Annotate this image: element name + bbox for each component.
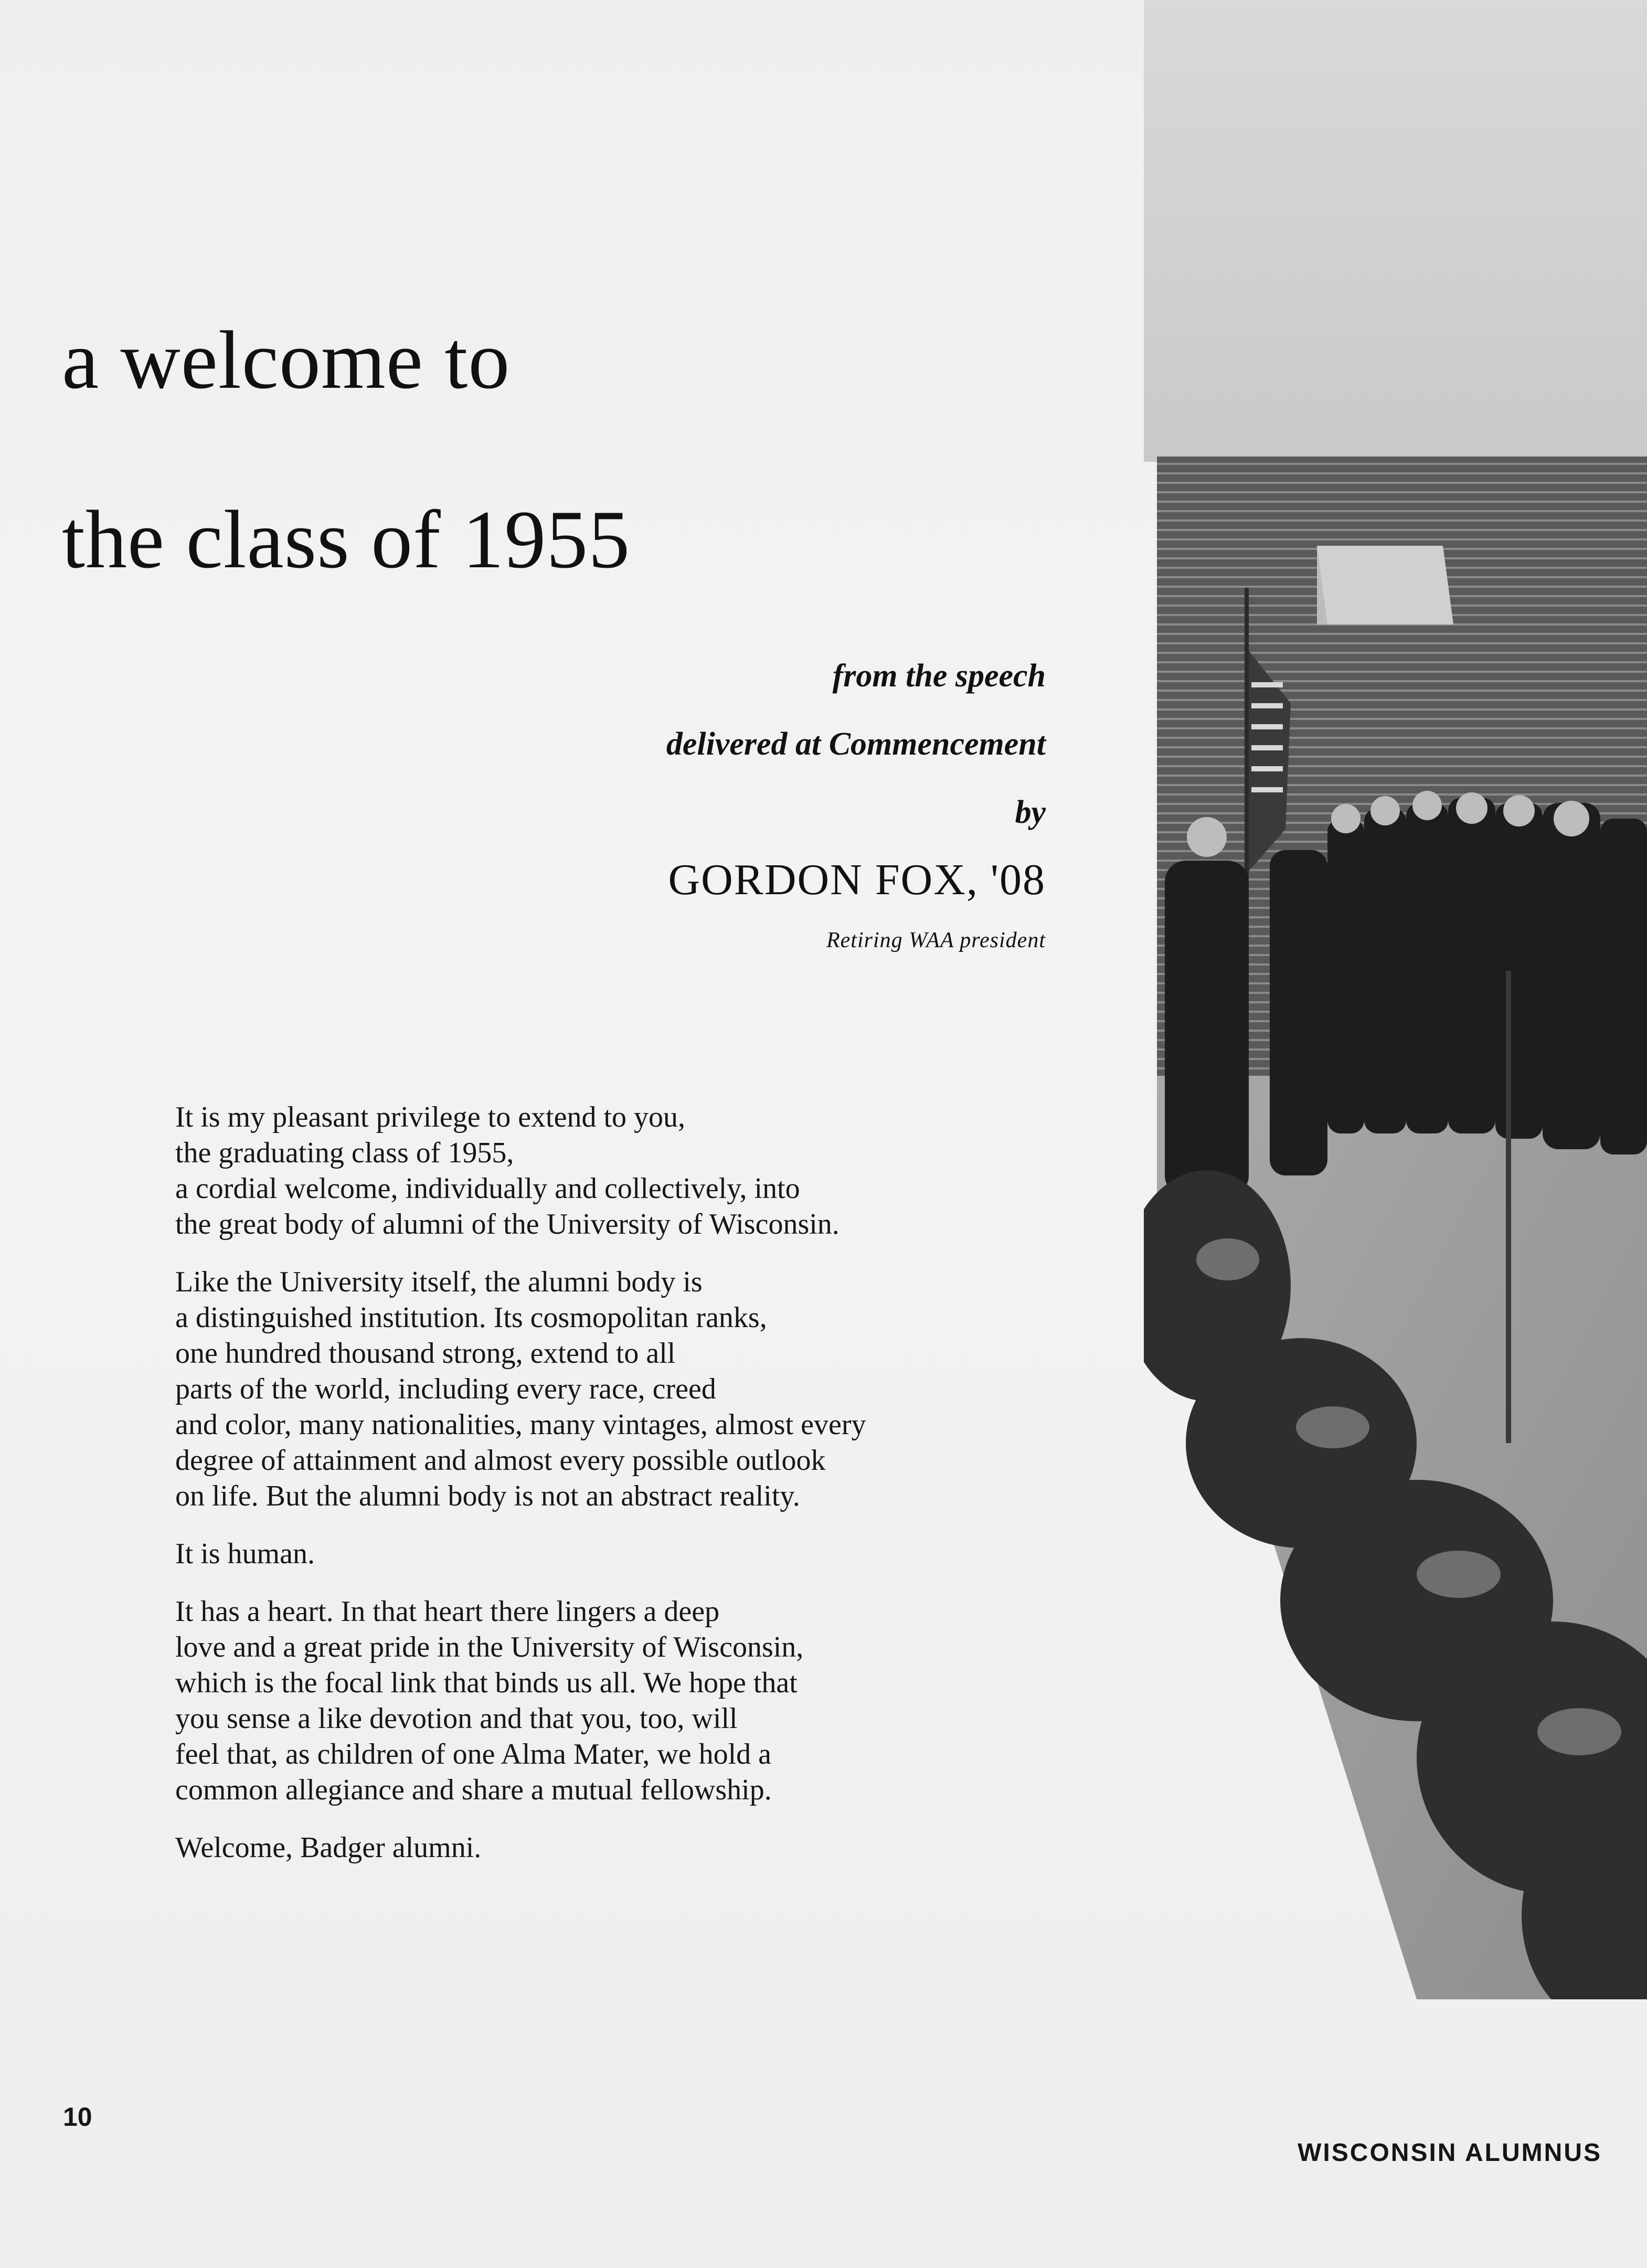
paragraph — [175, 1536, 994, 1572]
page-number: 10 — [63, 2102, 92, 2132]
article-title-line-2: the class of 1955 — [62, 494, 631, 586]
text-line: feel that, as children of one Alma Mater, we hold a — [175, 1738, 772, 1771]
text-line: the great body of alumni of the University of Wisconsin. — [175, 1208, 840, 1241]
text-line: It has a heart. In that heart there lingers a deep — [175, 1595, 720, 1628]
text-line: one hundred thousand strong, extend to all — [175, 1337, 676, 1370]
text-line: a cordial welcome, individually and collectively, into — [175, 1172, 800, 1205]
text-line: you sense a like devotion and that you, too, will — [175, 1702, 738, 1735]
byline-line-3: by — [1015, 794, 1046, 830]
text-line: a distinguished institution. Its cosmopolitan ranks, — [175, 1301, 767, 1334]
text-line: common allegiance and share a mutual fellowship. — [175, 1774, 772, 1806]
paragraph — [175, 1594, 994, 1808]
commencement-photo — [1144, 0, 1647, 1999]
article-title-line-1: a welcome to — [62, 314, 511, 406]
text-line: degree of attainment and almost every possible outlook — [175, 1444, 826, 1477]
text-line: It is my pleasant privilege to extend to you, — [175, 1101, 686, 1133]
byline-line-2: delivered at Commencement — [666, 726, 1046, 762]
author-name: GORDON FOX, '08 — [668, 855, 1046, 904]
byline-line-1: from the speech — [832, 658, 1046, 694]
text-line: Welcome, Badger alumni. — [175, 1831, 482, 1864]
text-line: parts of the world, including every race, creed — [175, 1373, 716, 1405]
text-line: on life. But the alumni body is not an abstract reality. — [175, 1480, 800, 1512]
text-line: Like the University itself, the alumni body is — [175, 1266, 703, 1298]
text-line: and color, many nationalities, many vintages, almost every — [175, 1408, 866, 1441]
text-line: the graduating class of 1955, — [175, 1137, 514, 1169]
text-line: which is the focal link that binds us all. We hope that — [175, 1667, 798, 1699]
paragraph — [175, 1830, 994, 1866]
text-line: It is human. — [175, 1538, 315, 1570]
text-line: love and a great pride in the University of Wisconsin, — [175, 1631, 804, 1663]
paragraph — [175, 1264, 994, 1514]
publication-name: WISCONSIN ALUMNUS — [1298, 2139, 1602, 2167]
author-role: Retiring WAA president — [826, 928, 1046, 952]
paragraph — [175, 1099, 994, 1242]
speech-text — [175, 1099, 994, 1888]
